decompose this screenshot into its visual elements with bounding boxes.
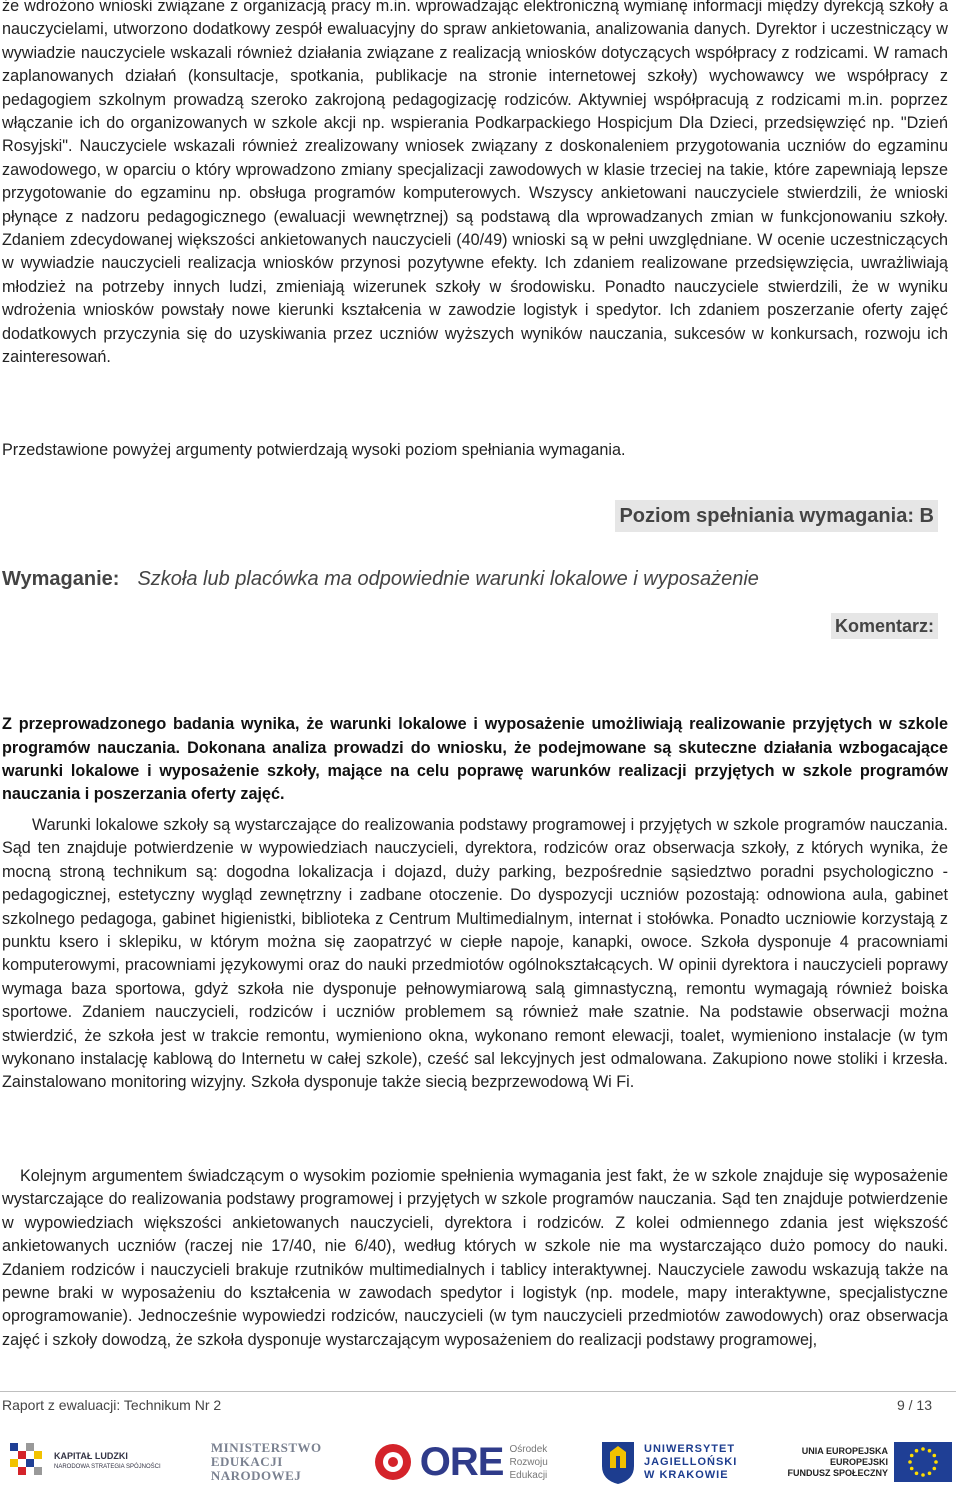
- men-line3: NARODOWEJ: [210, 1468, 302, 1483]
- paragraph-equipment: Kolejnym argumentem świadczącym o wysokim poziomie spełnienia wymagania jest fakt, że w szkole znajduje się wyposażenie wystarczające do realizowania podstawy programowej i przyjętych w szkole programów nauczania. Sąd ten znajduje potwierdzenie w wypowiedziach większości ankietowanych nauczycieli, dyrektora i rodziców. Z kolei odmiennego zdania jest większość ankietowanych uczniów (raczej nie 17/40, nie 6/40), według których w szkole nie ma wystarczająco dużo pomocy do nauki. Zdaniem rodziców i nauczycieli brakuje rzutników multimedialnych i tablicy interaktywnej. Nauczyciele zawodu wskazują także na pewne braki w wyposażeniu do kształcenia w zawodach spedytor i logistyk (np. modele, mapy interaktywne, specjalistyczne oprogramowanie). Jednocześnie wypowiedzi rodziców, nauczycieli (w tym nauczycieli przedmiotów zawodowych) oraz obserwacja zajęć i szkoły dowodzą, że szkoła dysponuje wystarczającym wyposażeniem do realizacji podstawy programowej,: [2, 1167, 948, 1349]
- requirement-label: Wymaganie:: [2, 568, 120, 590]
- kapital-ludzki-logo: [8, 1439, 161, 1485]
- page-footer: [2, 1397, 932, 1413]
- paragraph-summary: Z przeprowadzonego badania wynika, że warunki lokalowe i wyposażenie umożliwiają realizowanie przyjętych w szkole programów nauczania. Dokonana analiza prowadzi do wniosku, że podejmowane są skuteczne działania wzbogacające warunki lokalowe i wyposażenie szkoły, mające na celu poprawę warunków realizacji przyjętych w szkole programów nauczania i poszerzania oferty zajęć.: [2, 715, 948, 804]
- ore-wordmark: ORE: [419, 1440, 504, 1484]
- sponsor-logos-bar: [0, 1428, 960, 1496]
- uj-line2: JAGIELLOŃSKI: [644, 1455, 738, 1468]
- men-line2: EDUKACJI: [210, 1454, 283, 1469]
- ue-line2: EUROPEJSKI: [829, 1456, 888, 1467]
- ore-sub3: Edukacji: [509, 1469, 548, 1481]
- requirement-level-box: Poziom spełniania wymagania: B: [615, 500, 938, 532]
- eu-flag-icon: [894, 1442, 952, 1482]
- uj-crest-icon: [598, 1438, 638, 1486]
- ore-sub2: Rozwoju: [509, 1456, 548, 1468]
- footer-page-number: 9 / 13: [896, 1397, 932, 1413]
- kapital-ludzki-icon: [8, 1439, 48, 1485]
- ue-line1: UNIA EUROPEJSKA: [801, 1445, 888, 1456]
- kl-title: KAPITAŁ LUDZKI: [54, 1451, 128, 1461]
- paragraph-continuation: że wdrożono wnioski związane z organizacją pracy m.in. wprowadzając elektroniczną wymianę informacji między dyrekcją szkoły a nauczycielami, utworzono dodatkowy zespół ewaluacyjny do spraw ankietowania, analizowania danych. Dyrektor i uczestniczący w wywiadzie nauczyciele wskazali również działania związane z realizacją wniosków dotyczących współpracy z rodzicami. W ramach zaplanowanych działań (konsultacje, spotkania, publikacje na stronie internetowej szkoły) wychowawcy we współpracy z pedagogiem szkolnym prowadzą szeroko zakrojoną pedagogizację rodziców. Aktywniej współpracują z rodzicami m.in. poprzez włączanie ich do organizowanych w szkole akcji np. wspierania Podkarpackiego Hospicjum Dla Dzieci, przedsięwzięć np. "Dzień Rosyjski". Nauczyciele wskazali również zrealizowany wniosek związany z doskonaleniem przygotowania uczniów do egzaminu zawodowego, w oparciu o który wprowadzono zmiany specjalizacji zawodowych w klasie trzeciej na takie, które zapewniają lepsze przygotowanie do egzaminu np. obsługa programów komputerowych. Wszyscy ankietowani nauczyciele stwierdzili, że wnioski płynące z nadzoru pedagogicznego (ewaluacji wewnętrznej) są podstawą dla wprowadzanych zmian w funkcjonowaniu szkoły. Zdaniem zdecydowanej większości ankietowanych nauczycieli (40/49) wnioski są w pełni uwzględniane. W ocenie uczestniczących w wywiadzie nauczycieli realizacja wniosków przynosi pozytywne efekty. Ich zdaniem realizowane przedsięwzięcia, uwrażliwiają młodzież na potrzeby innych ludzi, zmieniają wizerunek szkoły w środowisku. Ponadto nauczyciele stwierdzili, że w wyniku wdrożenia wniosków powstały nowe kierunki kształcenia w zawodzie logistyk i spedytor. Ich zdaniem poszerzanie oferty zajęć dodatkowych przyczynia się do uzyskiwania przez uczniów wyższych wyników nauczania, sukcesów w konkursach, rozwoju ich zainteresowań.: [2, 0, 948, 367]
- footer-report-title: Raport z ewaluacji: Technikum Nr 2: [2, 1397, 222, 1413]
- uj-line3: W KRAKOWIE: [644, 1468, 729, 1481]
- paragraph-argument: Przedstawione powyżej argumenty potwierdzają wysoki poziom spełniania wymagania.: [2, 441, 626, 459]
- requirement-text: Szkoła lub placówka ma odpowiednie warunki lokalowe i wyposażenie: [137, 568, 759, 590]
- ore-sun-icon: [372, 1441, 414, 1483]
- men-line1: MINISTERSTWO: [210, 1440, 322, 1455]
- requirement-heading: [2, 566, 948, 592]
- uj-logo: [598, 1438, 737, 1486]
- eu-efs-logo: [787, 1442, 952, 1482]
- paragraph-conditions: Warunki lokalowe szkoły są wystarczające do realizowania podstawy programowej i przyjętych w szkole programów nauczania. Sąd ten znajduje potwierdzenie w wypowiedziach nauczycieli, dyrektora, rodziców oraz obserwacja szkoły, z których wynika, że mocną stroną technikum są: dogodna lokalizacja i dojazd, duży parking, bezpośrednie sąsiedztwo poradni psychologiczno - pedagogicznej, estetyczny wygląd zewnętrzny i zadbane otoczenie. Do dyspozycji uczniów pozostają: odnowiona aula, gabinet szkolnego pedagoga, gabinet higienistki, biblioteka z Centrum Multimedialnym, internat i stołówka. Ponadto uczniowie korzystają z punktu ksero i sklepiku, w którym można się zaopatrzyć w ciepłe napoje, kanapki, owoce. Szkoła dysponuje 4 pracowniami komputerowymi, pracowniami językowymi oraz do nauki przedmiotów ogólnokształcących. W opinii dyrektora i nauczycieli poprawy wymaga baza sportowa, gdyż szkoła nie dysponuje pełnowymiarową salą gimnastyczną, remontu wymagają również boiska sportowe. Zdaniem nauczycieli, rodziców i uczniów problemem są również małe szatnie. Na podstawie obserwacji można stwierdzić, że szkoła jest w trakcie remontu, wymieniono okna, wykonano remont elewacji, toalet, wymieniono instalacje (w tym wykonano instalację kablową do Internetu w całej szkole), cześć sal lekcyjnych jest odmalowana. Zakupiono nowe stoliki i krzesła. Zainstalowano monitoring wizyjny. Szkoła dysponuje także siecią bezprzewodową Wi Fi.: [2, 816, 948, 1092]
- ore-logo: [372, 1441, 548, 1483]
- ore-sub1: Ośrodek: [509, 1443, 548, 1455]
- kl-subtitle: NARODOWA STRATEGIA SPÓJNOŚCI: [54, 1464, 161, 1470]
- uj-line1: UNIWERSYTET: [644, 1442, 736, 1455]
- comment-box: Komentarz:: [831, 613, 938, 639]
- footer-divider: [0, 1391, 956, 1392]
- ue-line3: FUNDUSZ SPOŁECZNY: [787, 1467, 888, 1478]
- men-logo: [211, 1441, 322, 1483]
